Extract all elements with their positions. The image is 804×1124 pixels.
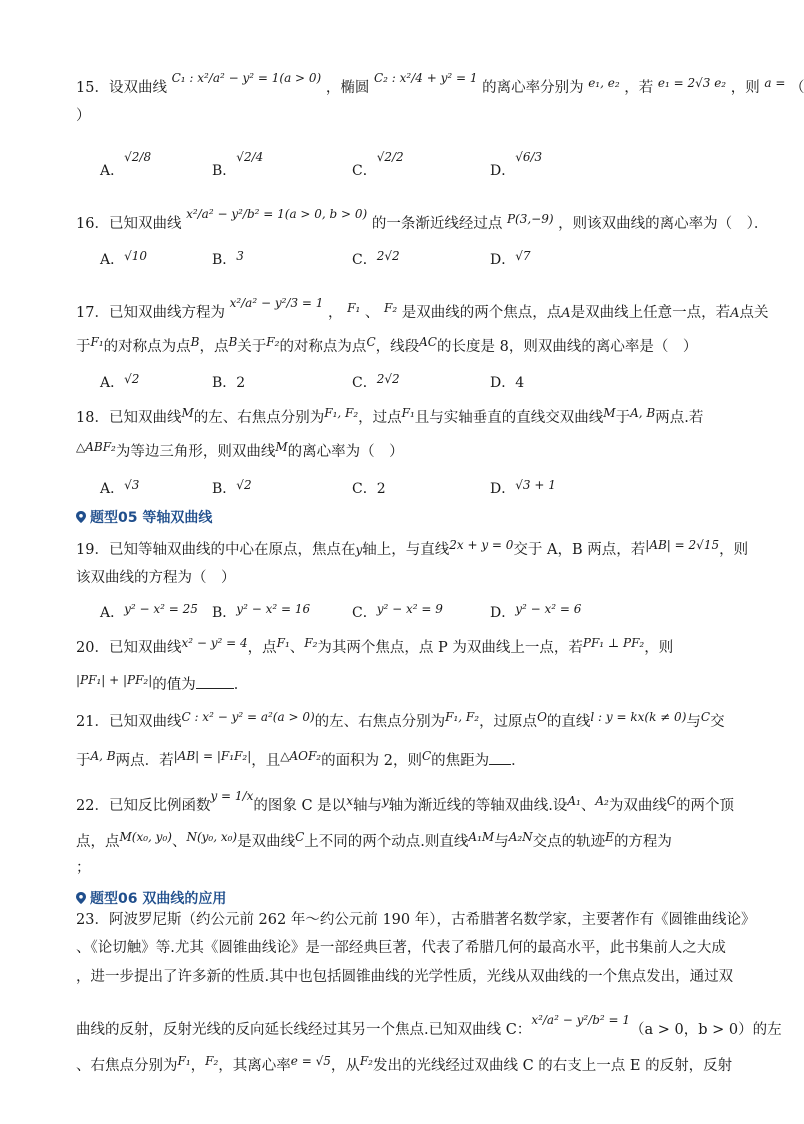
q18-option-c: C．2	[352, 481, 386, 497]
q15-text: （	[789, 80, 804, 96]
q23-text: 、右焦点分别为	[76, 1058, 178, 1074]
q23-hyperbola-eq: x²/a² − y²/b² = 1	[531, 1013, 631, 1027]
q17-text: 的对称点为点	[279, 339, 367, 355]
q20-text: ，则	[644, 640, 674, 656]
q17-option-b: B．2	[212, 375, 246, 391]
q16-text: 的一条渐近线经过点	[371, 216, 503, 232]
q22-point-m: M(x₀, y₀)	[119, 830, 172, 844]
q17-option-c: C．2√2	[352, 372, 400, 391]
q18-f1: F₁	[401, 406, 415, 420]
q18-text: 的左、右焦点分别为	[193, 410, 325, 426]
q15-unknown: a =	[764, 76, 786, 90]
question-21-line-1	[76, 712, 725, 732]
q21-text: ，过原点	[479, 714, 538, 730]
q16-number: 16．已知双曲线	[76, 216, 182, 232]
q15-option-d: D．√6/3	[490, 150, 543, 179]
q21-text: 的面积为 2，则	[321, 753, 422, 769]
q23-f2: F₂	[205, 1054, 219, 1068]
q17-text: 是双曲线的两个焦点，点	[401, 305, 562, 321]
q20-text: ，点	[247, 640, 277, 656]
q23-eccentricity: e = √5	[290, 1054, 331, 1068]
q17-option-d: D．4	[490, 375, 525, 391]
question-23-line-4	[76, 1013, 782, 1040]
q22-text: 的两个顶	[676, 798, 735, 814]
q21-foci: F₁, F₂	[445, 710, 480, 724]
q22-vertex-a2: A₂	[595, 794, 609, 808]
location-pin-icon	[76, 892, 86, 904]
q17-text: 的对称点为点	[103, 339, 191, 355]
section-05-title: 题型05 等轴双曲线	[90, 510, 213, 526]
q16-hyperbola-eq: x²/a² − y²/b² = 1(a > 0, b > 0)	[186, 207, 368, 221]
section-06-title: 题型06 双曲线的应用	[90, 891, 227, 907]
q21-text: 的直线	[546, 714, 591, 730]
q22-text: 轴为渐近线的等轴双曲线.设	[388, 798, 568, 814]
q21-text: 的焦距为	[431, 753, 490, 769]
q22-point-n: N(y₀, x₀)	[186, 830, 238, 844]
q22-curve-c: C	[666, 794, 677, 808]
q23-text: 曲线的反射，反射光线的反向延长线经过其另一个焦点.已知双曲线 C：	[76, 1022, 532, 1038]
question-17-line-2	[76, 337, 697, 357]
q22-text: 的图象 C 是以	[253, 798, 347, 814]
q19-line-eq: 2x + y = 0	[449, 538, 514, 552]
q17-f1: F₁	[90, 335, 104, 349]
q22-curve-c: C	[295, 830, 305, 844]
q17-text: 的长度是 8，则双曲线的离心率是（ ）	[436, 339, 698, 355]
q17-text: 关于	[237, 339, 267, 355]
q15-option-a: A．√2/8	[100, 150, 152, 179]
q20-text: 、	[289, 640, 305, 656]
question-17-line-1	[76, 296, 769, 324]
q15-text: 的离心率分别为	[482, 80, 584, 96]
question-18-line-2	[76, 442, 404, 462]
q22-number: 22．已知反比例函数	[76, 798, 211, 814]
q19-option-c: C．y² − x² = 9	[352, 602, 443, 621]
question-22-line-2	[76, 832, 672, 852]
q18-text: 于	[615, 410, 631, 426]
q22-function: y = 1/x	[210, 789, 254, 803]
q19-option-d: D．y² − x² = 6	[490, 602, 582, 621]
q19-ab-length: |AB| = 2√15	[645, 538, 720, 552]
q22-text: 是双曲线	[237, 834, 296, 850]
q18-text: ，过点	[358, 410, 402, 426]
question-22-line-3: ；	[76, 860, 91, 876]
q21-curve-c: C	[421, 749, 432, 763]
question-23-line-1: 23．阿波罗尼斯（约公元前 262 年～约公元前 190 年），古希腊著名数学家，主要著作有《圆锥曲线论》	[76, 912, 756, 928]
q22-vertex-a1: A₁	[567, 794, 581, 808]
question-16-line-1	[76, 207, 769, 234]
section-heading-05	[76, 507, 212, 527]
q19-y-axis: y	[355, 543, 363, 557]
q18-option-d: D．√3 + 1	[490, 478, 556, 497]
q19-text: 轴上，与直线	[362, 542, 450, 558]
q18-hyperbola-m: M	[275, 440, 288, 454]
q21-text: 交	[710, 714, 725, 730]
q18-text: 两点.若	[655, 410, 704, 426]
q20-sum-expression: |PF₁| + |PF₂|	[76, 673, 153, 687]
q23-text: （a > 0，b > 0）的左	[630, 1022, 782, 1038]
q19-option-b: B．y² − x² = 16	[212, 602, 311, 621]
q20-number: 20．已知双曲线	[76, 640, 182, 656]
q17-f2: F₂	[384, 301, 398, 315]
q22-y-axis: y	[381, 794, 389, 808]
q17-text: ，点	[199, 339, 229, 355]
q22-text: 的方程为	[613, 834, 672, 850]
question-20-line-1	[76, 638, 673, 658]
q18-option-b: B．√2	[212, 478, 252, 497]
question-23-line-3: ，进一步提出了许多新的性质.其中也包括圆锥曲线的光学性质，光线从双曲线的一个焦点发出，通过双	[76, 969, 734, 985]
q18-triangle: △ABF₂	[76, 440, 116, 454]
q20-answer-blank[interactable]	[196, 674, 234, 689]
q22-text: 交点的轨迹	[532, 834, 606, 850]
q20-f1: F₁	[276, 636, 290, 650]
q23-text: ，从	[330, 1058, 360, 1074]
q17-text: 是双曲线上任意一点，若	[570, 305, 731, 321]
q23-f1: F₁	[177, 1054, 191, 1068]
q17-hyperbola-eq: x²/a² − y²/3 = 1	[229, 296, 324, 310]
q21-origin: O	[537, 710, 547, 724]
q18-text: 为等边三角形，则双曲线	[115, 444, 276, 460]
question-19-line-1	[76, 540, 748, 560]
q17-f2: F₂	[266, 335, 280, 349]
q22-text: 、	[580, 798, 596, 814]
q20-text: 为其两个焦点，点 P 为双曲线上一点，若	[317, 640, 583, 656]
question-19-line-2: 该双曲线的方程为（ ）	[76, 570, 236, 586]
q17-point-b: B	[190, 335, 200, 349]
q20-text: ．	[233, 677, 249, 693]
q17-number: 17．已知双曲线方程为	[76, 305, 225, 321]
q16-option-c: C．2√2	[352, 249, 400, 268]
q21-hyperbola-eq: C : x² − y² = a²(a > 0)	[181, 710, 315, 724]
q21-text: ，且	[251, 753, 281, 769]
q22-locus-e: E	[605, 830, 614, 844]
q15-option-b: B．√2/4	[212, 150, 264, 179]
q17-option-a: A．√2	[100, 372, 140, 391]
q15-condition: e₁ = 2√3 e₂	[657, 76, 727, 90]
q21-points-ab: A, B	[90, 749, 116, 763]
q21-triangle: △AOF₂	[280, 749, 322, 763]
q18-number: 18．已知双曲线	[76, 410, 182, 426]
q15-hyperbola-eq: C₁ : x²/a² − y² = 1(a > 0)	[171, 71, 322, 85]
q21-line-eq: l : y = kx(k ≠ 0)	[590, 710, 687, 724]
q17-text: 于	[76, 339, 91, 355]
q18-text: 的离心率为（ ）	[287, 444, 404, 460]
question-23-line-2: 、《论切触》等.尤其《圆锥曲线论》是一部经典巨著，代表了希腊几何的最高水平，此书集前人之大成	[76, 940, 726, 956]
q15-text: ，则	[730, 80, 760, 96]
q23-text: ，	[190, 1058, 206, 1074]
q22-text: 轴与	[352, 798, 382, 814]
q21-length-eq: |AB| = |F₁F₂|	[173, 749, 252, 763]
q16-option-b: B．3	[212, 249, 244, 268]
q20-f2: F₂	[304, 636, 318, 650]
q18-points-ab: A, B	[630, 406, 656, 420]
q21-number: 21．已知双曲线	[76, 714, 182, 730]
q22-x-axis: x	[346, 794, 353, 808]
q21-curve-c: C	[700, 710, 711, 724]
q15-text: ，若	[624, 80, 654, 96]
question-20-line-2	[76, 674, 248, 695]
q23-text: ，其离心率	[218, 1058, 291, 1074]
question-15-line-1	[76, 71, 804, 98]
q22-text: 与	[494, 834, 509, 850]
q22-line-a1m: A₁M	[468, 830, 495, 844]
q22-text: 、	[171, 834, 187, 850]
q17-text: 点关	[739, 305, 769, 321]
question-18-line-1	[76, 408, 703, 428]
q17-text: ，线段	[375, 339, 420, 355]
q19-option-a: A．y² − x² = 25	[100, 602, 198, 621]
q18-hyperbola-m: M	[181, 406, 194, 420]
q16-option-a: A．√10	[100, 249, 148, 268]
q19-text: ，则	[719, 542, 749, 558]
q17-f1: F₁	[347, 301, 361, 315]
q23-f2: F₂	[359, 1054, 373, 1068]
q21-text: ．	[511, 753, 526, 769]
section-heading-06	[76, 888, 226, 908]
q18-option-a: A．√3	[100, 478, 140, 497]
q22-text: 点，点	[76, 834, 120, 850]
q17-text: ，	[328, 305, 343, 321]
q17-point-a: A	[730, 306, 740, 321]
q16-point: P(3,−9)	[506, 212, 554, 226]
location-pin-icon	[76, 511, 86, 523]
q21-text: 的左、右焦点分别为	[314, 714, 446, 730]
q15-ellipse-eq: C₂ : x²/4 + y² = 1	[373, 71, 478, 85]
q15-option-c: C．√2/2	[352, 150, 404, 179]
q22-text: 上不同的两个动点.则直线	[304, 834, 469, 850]
q18-hyperbola-m: M	[603, 406, 616, 420]
q17-text: 、	[364, 305, 380, 321]
q20-hyperbola-eq: x² − y² = 4	[181, 636, 248, 650]
q20-text: 的值为	[152, 677, 196, 693]
q17-point-b: B	[228, 335, 238, 349]
q15-paren-close: ）	[76, 108, 91, 124]
question-21-line-2	[76, 750, 526, 771]
q16-text: ，则该双曲线的离心率为（ ）．	[558, 216, 769, 232]
q17-segment-ac: AC	[419, 335, 437, 349]
q17-point-a: A	[561, 306, 571, 321]
q21-text: 两点．若	[115, 753, 174, 769]
q21-text: 与	[686, 714, 701, 730]
q15-number: 15．设双曲线	[76, 80, 167, 96]
question-22-line-1	[76, 789, 735, 816]
q15-eccentricities: e₁, e₂	[588, 76, 620, 90]
q21-text: 于	[76, 753, 91, 769]
q19-text: 交于 A，B 两点，若	[513, 542, 646, 558]
q22-text: 为双曲线	[608, 798, 667, 814]
q20-perpendicular: PF₁ ⊥ PF₂	[582, 636, 645, 650]
q16-option-d: D．√7	[490, 249, 531, 268]
q18-text: 且与实轴垂直的直线交双曲线	[414, 410, 604, 426]
q17-point-c: C	[366, 335, 376, 349]
q18-foci: F₁, F₂	[324, 406, 359, 420]
question-23-line-5	[76, 1056, 732, 1076]
q22-line-a2n: A₂N	[508, 830, 533, 844]
q21-answer-blank[interactable]	[489, 750, 511, 765]
q19-number: 19．已知等轴双曲线的中心在原点，焦点在	[76, 542, 356, 558]
q15-text: ，椭圆	[325, 80, 370, 96]
q23-text: 发出的光线经过双曲线 C 的右支上一点 E 的反射，反射	[373, 1058, 733, 1074]
